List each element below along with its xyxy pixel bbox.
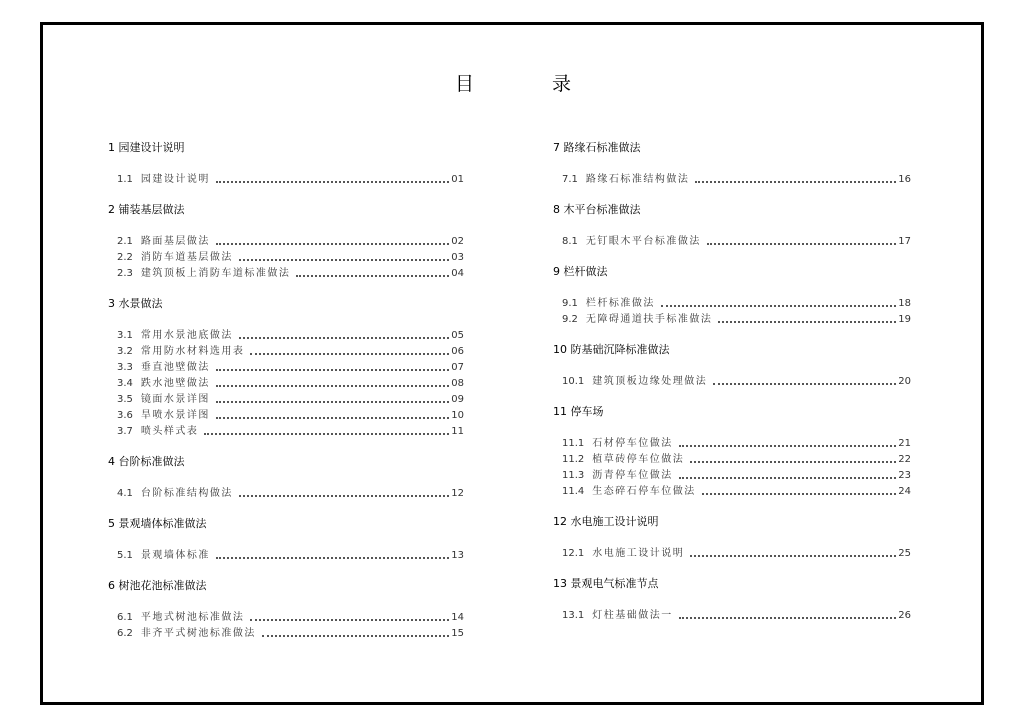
dot-leader bbox=[250, 619, 449, 621]
entry-number: 9.2 bbox=[562, 314, 578, 325]
entry-page-number: 05 bbox=[451, 330, 464, 341]
toc-entry[interactable] bbox=[553, 546, 911, 562]
toc-section bbox=[108, 578, 464, 642]
dot-leader bbox=[239, 259, 449, 261]
toc-entry[interactable] bbox=[108, 250, 464, 266]
entry-title: 跌水池壁做法 bbox=[140, 378, 210, 389]
entry-title: 常用水景池底做法 bbox=[140, 330, 233, 341]
toc-entry[interactable] bbox=[108, 328, 464, 344]
toc-entry[interactable] bbox=[108, 626, 464, 642]
entry-number: 6.2 bbox=[117, 628, 133, 639]
entry-page-number: 12 bbox=[451, 488, 464, 499]
entry-title: 无钉眼木平台标准做法 bbox=[585, 236, 701, 247]
entry-title: 镜面水景详图 bbox=[140, 394, 210, 405]
section-heading[interactable]: 3 水景做法 bbox=[108, 297, 163, 310]
entry-page-number: 26 bbox=[898, 610, 911, 621]
entry-number: 7.1 bbox=[562, 174, 578, 185]
entry-title: 平地式树池标准做法 bbox=[140, 612, 245, 623]
dot-leader bbox=[262, 635, 449, 637]
entry-number: 3.7 bbox=[117, 426, 133, 437]
toc-entry[interactable] bbox=[553, 484, 911, 500]
toc-entry[interactable] bbox=[108, 344, 464, 360]
toc-entry[interactable] bbox=[108, 548, 464, 564]
toc-entry[interactable] bbox=[553, 374, 911, 390]
toc-entry[interactable] bbox=[108, 486, 464, 502]
section-heading[interactable]: 10 防基础沉降标准做法 bbox=[553, 343, 670, 356]
entry-title: 消防车道基层做法 bbox=[140, 252, 233, 263]
entry-title: 园建设计说明 bbox=[140, 174, 210, 185]
entry-page-number: 02 bbox=[451, 236, 464, 247]
toc-entry[interactable] bbox=[108, 376, 464, 392]
entry-number: 3.4 bbox=[117, 378, 133, 389]
entry-number: 3.6 bbox=[117, 410, 133, 421]
dot-leader bbox=[204, 433, 449, 435]
toc-section bbox=[553, 202, 911, 250]
entry-title: 石材停车位做法 bbox=[592, 438, 673, 449]
entry-page-number: 10 bbox=[451, 410, 464, 421]
entry-page-number: 20 bbox=[898, 376, 911, 387]
entry-title: 垂直池壁做法 bbox=[140, 362, 210, 373]
entry-number: 2.3 bbox=[117, 268, 133, 279]
dot-leader bbox=[239, 337, 449, 339]
toc-entry[interactable] bbox=[108, 610, 464, 626]
entry-title: 景观墙体标准 bbox=[140, 550, 210, 561]
entry-page-number: 09 bbox=[451, 394, 464, 405]
entry-number: 4.1 bbox=[117, 488, 133, 499]
toc-entry[interactable] bbox=[553, 234, 911, 250]
entry-number: 3.5 bbox=[117, 394, 133, 405]
entry-page-number: 11 bbox=[451, 426, 464, 437]
entry-number: 3.3 bbox=[117, 362, 133, 373]
entry-page-number: 08 bbox=[451, 378, 464, 389]
toc-section bbox=[553, 576, 911, 624]
entry-title: 喷头样式表 bbox=[140, 426, 199, 437]
toc-column-right bbox=[553, 140, 911, 624]
toc-entry[interactable] bbox=[553, 172, 911, 188]
toc-section bbox=[108, 296, 464, 440]
entry-title: 栏杆标准做法 bbox=[585, 298, 655, 309]
toc-column-left bbox=[108, 140, 464, 642]
entry-page-number: 19 bbox=[898, 314, 911, 325]
entry-page-number: 16 bbox=[898, 174, 911, 185]
entry-page-number: 14 bbox=[451, 612, 464, 623]
entry-title: 台阶标准结构做法 bbox=[140, 488, 233, 499]
toc-section bbox=[108, 140, 464, 188]
section-heading[interactable]: 6 树池花池标准做法 bbox=[108, 579, 207, 592]
toc-section bbox=[553, 264, 911, 328]
section-heading[interactable]: 2 铺装基层做法 bbox=[108, 203, 185, 216]
toc-entry[interactable] bbox=[553, 608, 911, 624]
entry-title: 路缘石标准结构做法 bbox=[585, 174, 690, 185]
dot-leader bbox=[679, 617, 897, 619]
entry-number: 2.2 bbox=[117, 252, 133, 263]
toc-entry[interactable] bbox=[553, 452, 911, 468]
entry-title: 无障碍通道扶手标准做法 bbox=[585, 314, 713, 325]
dot-leader bbox=[690, 555, 896, 557]
dot-leader bbox=[679, 477, 897, 479]
toc-section bbox=[108, 454, 464, 502]
entry-title: 建筑顶板边缘处理做法 bbox=[592, 376, 708, 387]
entry-number: 11.3 bbox=[562, 470, 585, 481]
entry-page-number: 04 bbox=[451, 268, 464, 279]
entry-number: 11.4 bbox=[562, 486, 585, 497]
entry-title: 建筑顶板上消防车道标准做法 bbox=[140, 268, 291, 279]
entry-page-number: 03 bbox=[451, 252, 464, 263]
entry-page-number: 15 bbox=[451, 628, 464, 639]
section-heading[interactable]: 7 路缘石标准做法 bbox=[553, 141, 641, 154]
dot-leader bbox=[239, 495, 449, 497]
dot-leader bbox=[216, 369, 449, 371]
entry-number: 10.1 bbox=[562, 376, 585, 387]
dot-leader bbox=[713, 383, 896, 385]
entry-title: 非齐平式树池标准做法 bbox=[140, 628, 256, 639]
entry-title: 生态碎石停车位做法 bbox=[592, 486, 696, 497]
dot-leader bbox=[216, 181, 449, 183]
dot-leader bbox=[296, 275, 449, 277]
dot-leader bbox=[216, 417, 449, 419]
toc-entry[interactable] bbox=[108, 234, 464, 250]
toc-section bbox=[553, 514, 911, 562]
entry-number: 3.2 bbox=[117, 346, 133, 357]
toc-entry[interactable] bbox=[553, 296, 911, 312]
dot-leader bbox=[695, 181, 896, 183]
entry-number: 13.1 bbox=[562, 610, 585, 621]
entry-title: 路面基层做法 bbox=[140, 236, 210, 247]
entry-number: 3.1 bbox=[117, 330, 133, 341]
entry-number: 11.2 bbox=[562, 454, 585, 465]
dot-leader bbox=[216, 401, 449, 403]
toc-entry[interactable] bbox=[108, 360, 464, 376]
toc-section bbox=[108, 202, 464, 282]
toc-section bbox=[108, 516, 464, 564]
dot-leader bbox=[707, 243, 896, 245]
dot-leader bbox=[679, 445, 897, 447]
toc-section bbox=[553, 404, 911, 500]
entry-number: 5.1 bbox=[117, 550, 133, 561]
entry-title: 常用防水材料选用表 bbox=[140, 346, 245, 357]
entry-title: 沥青停车位做法 bbox=[592, 470, 673, 481]
entry-number: 12.1 bbox=[562, 548, 585, 559]
dot-leader bbox=[216, 243, 449, 245]
entry-page-number: 17 bbox=[898, 236, 911, 247]
entry-number: 6.1 bbox=[117, 612, 133, 623]
toc-section bbox=[553, 342, 911, 390]
toc-entry[interactable] bbox=[108, 408, 464, 424]
section-heading[interactable]: 4 台阶标准做法 bbox=[108, 455, 185, 468]
section-heading[interactable]: 11 停车场 bbox=[553, 405, 604, 418]
entry-page-number: 01 bbox=[451, 174, 464, 185]
page-title-char-1: 目 bbox=[455, 73, 475, 95]
entry-page-number: 13 bbox=[451, 550, 464, 561]
dot-leader bbox=[661, 305, 896, 307]
entry-page-number: 06 bbox=[451, 346, 464, 357]
entry-page-number: 23 bbox=[898, 470, 911, 481]
dot-leader bbox=[702, 493, 897, 495]
toc-section bbox=[553, 140, 911, 188]
dot-leader bbox=[216, 557, 449, 559]
entry-number: 8.1 bbox=[562, 236, 578, 247]
entry-page-number: 18 bbox=[898, 298, 911, 309]
entry-page-number: 22 bbox=[898, 454, 911, 465]
entry-title: 植草砖停车位做法 bbox=[592, 454, 685, 465]
toc-entry[interactable] bbox=[108, 172, 464, 188]
entry-title: 灯柱基础做法一 bbox=[592, 610, 673, 621]
toc-entry[interactable] bbox=[553, 312, 911, 328]
toc-entry[interactable] bbox=[108, 266, 464, 282]
toc-entry[interactable] bbox=[108, 392, 464, 408]
dot-leader bbox=[718, 321, 896, 323]
entry-number: 1.1 bbox=[117, 174, 133, 185]
section-heading[interactable]: 1 园建设计说明 bbox=[108, 141, 185, 154]
section-heading[interactable]: 13 景观电气标准节点 bbox=[553, 577, 659, 590]
entry-page-number: 25 bbox=[898, 548, 911, 559]
dot-leader bbox=[690, 461, 896, 463]
entry-number: 2.1 bbox=[117, 236, 133, 247]
entry-title: 旱喷水景详图 bbox=[140, 410, 210, 421]
section-heading[interactable]: 12 水电施工设计说明 bbox=[553, 515, 659, 528]
toc-entry[interactable] bbox=[108, 424, 464, 440]
entry-number: 11.1 bbox=[562, 438, 585, 449]
section-heading[interactable]: 5 景观墙体标准做法 bbox=[108, 517, 207, 530]
entry-number: 9.1 bbox=[562, 298, 578, 309]
dot-leader bbox=[216, 385, 449, 387]
section-heading[interactable]: 8 木平台标准做法 bbox=[553, 203, 641, 216]
entry-page-number: 24 bbox=[898, 486, 911, 497]
entry-title: 水电施工设计说明 bbox=[592, 548, 685, 559]
entry-page-number: 21 bbox=[898, 438, 911, 449]
toc-entry[interactable] bbox=[553, 436, 911, 452]
section-heading[interactable]: 9 栏杆做法 bbox=[553, 265, 608, 278]
toc-entry[interactable] bbox=[553, 468, 911, 484]
page-title-char-2: 录 bbox=[552, 73, 572, 95]
entry-page-number: 07 bbox=[451, 362, 464, 373]
dot-leader bbox=[250, 353, 449, 355]
